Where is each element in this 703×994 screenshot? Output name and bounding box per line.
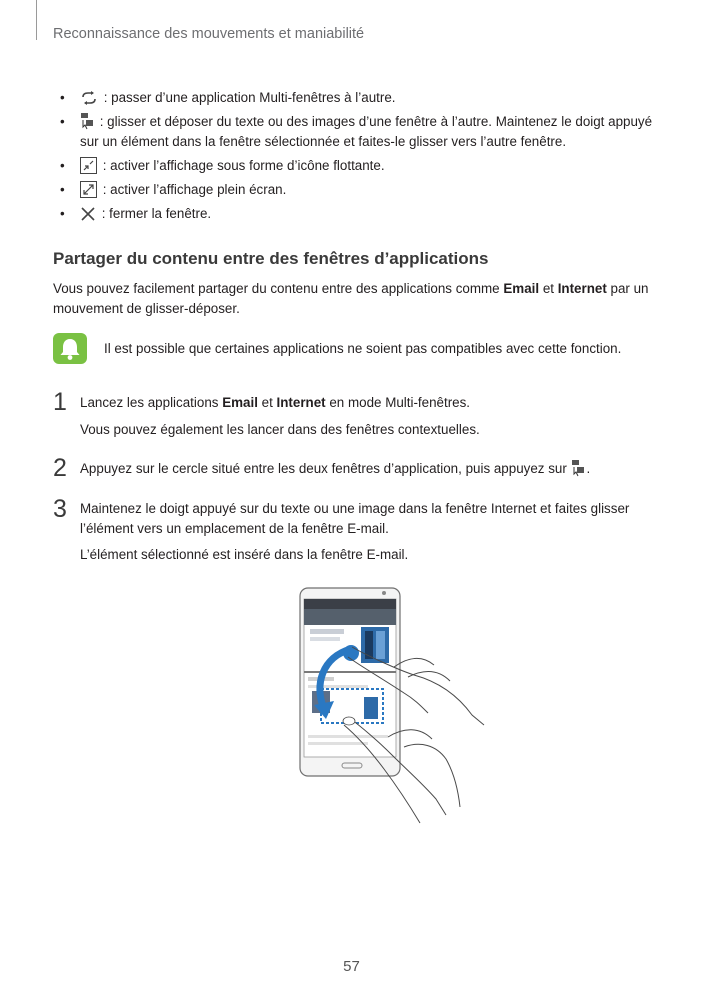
step-subtext: Vous pouvez également les lancer dans des fenêtres contextuelles.: [80, 422, 480, 437]
phone-drag-drop-illustration: [296, 585, 486, 830]
step-text: Appuyez sur le cercle situé entre les deux fenêtres d’application, puis appuyez sur .: [80, 461, 591, 476]
list-item: [60, 88, 660, 108]
bullet-text: : fermer la fenêtre.: [98, 206, 212, 221]
bell-note-icon: [53, 333, 87, 364]
step-text: Lancez les applications Email et Internet en mode Multi-fenêtres.: [80, 395, 471, 410]
internet-term: Internet: [557, 281, 607, 296]
bullet-text: : activer l’affichage sous forme d’icône flottante.: [99, 158, 385, 173]
bullet-text: : glisser et déposer du texte ou des images d’une fenêtre à l’autre. Maintenez le doigt appuyé sur un élément dans la fenêtre sélectionnée et faites-le glisser vers l’autre fenêtre.: [80, 114, 653, 149]
bullet-dot: •: [60, 182, 65, 197]
list-item: [60, 156, 660, 176]
drag-drop-icon: [80, 112, 94, 130]
minimize-icon: [80, 157, 97, 174]
step-number: 2: [53, 454, 67, 482]
bullet-dot: •: [60, 158, 65, 173]
step-subtext: L’élément sélectionné est inséré dans la fenêtre E-mail.: [80, 547, 409, 562]
page-header: Reconnaissance des mouvements et maniabilité: [53, 26, 365, 42]
icon-bullet-list: [60, 88, 660, 228]
note-text: Il est possible que certaines applications ne soient pas compatibles avec cette fonction.: [104, 341, 622, 356]
drag-drop-icon: [571, 459, 585, 477]
step-number: 3: [53, 495, 67, 523]
bullet-text: : activer l’affichage plein écran.: [99, 182, 287, 197]
close-icon: [80, 206, 96, 222]
email-term: Email: [503, 281, 540, 296]
switch-windows-icon: [80, 90, 98, 106]
step-text: Maintenez le doigt appuyé sur du texte ou une image dans la fenêtre Internet et faites glisser l’élément vers un emplacement de la fenêtre E-mail.: [80, 501, 630, 536]
section-title: Partager du contenu entre des fenêtres d’applications: [53, 249, 489, 268]
bullet-text: : passer d’une application Multi-fenêtres à l’autre.: [100, 90, 396, 105]
page-number: 57: [343, 958, 360, 975]
bullet-dot: •: [60, 90, 65, 105]
section-intro: Vous pouvez facilement partager du contenu entre des applications comme Email et Internet par un mouvement de glisser-déposer.: [53, 281, 649, 316]
list-item: [60, 112, 660, 152]
maximize-icon: [80, 181, 97, 198]
list-item: [60, 204, 660, 224]
margin-rule: [36, 0, 37, 40]
bullet-dot: •: [60, 114, 65, 129]
step-number: 1: [53, 388, 67, 416]
bullet-dot: •: [60, 206, 65, 221]
list-item: [60, 180, 660, 200]
